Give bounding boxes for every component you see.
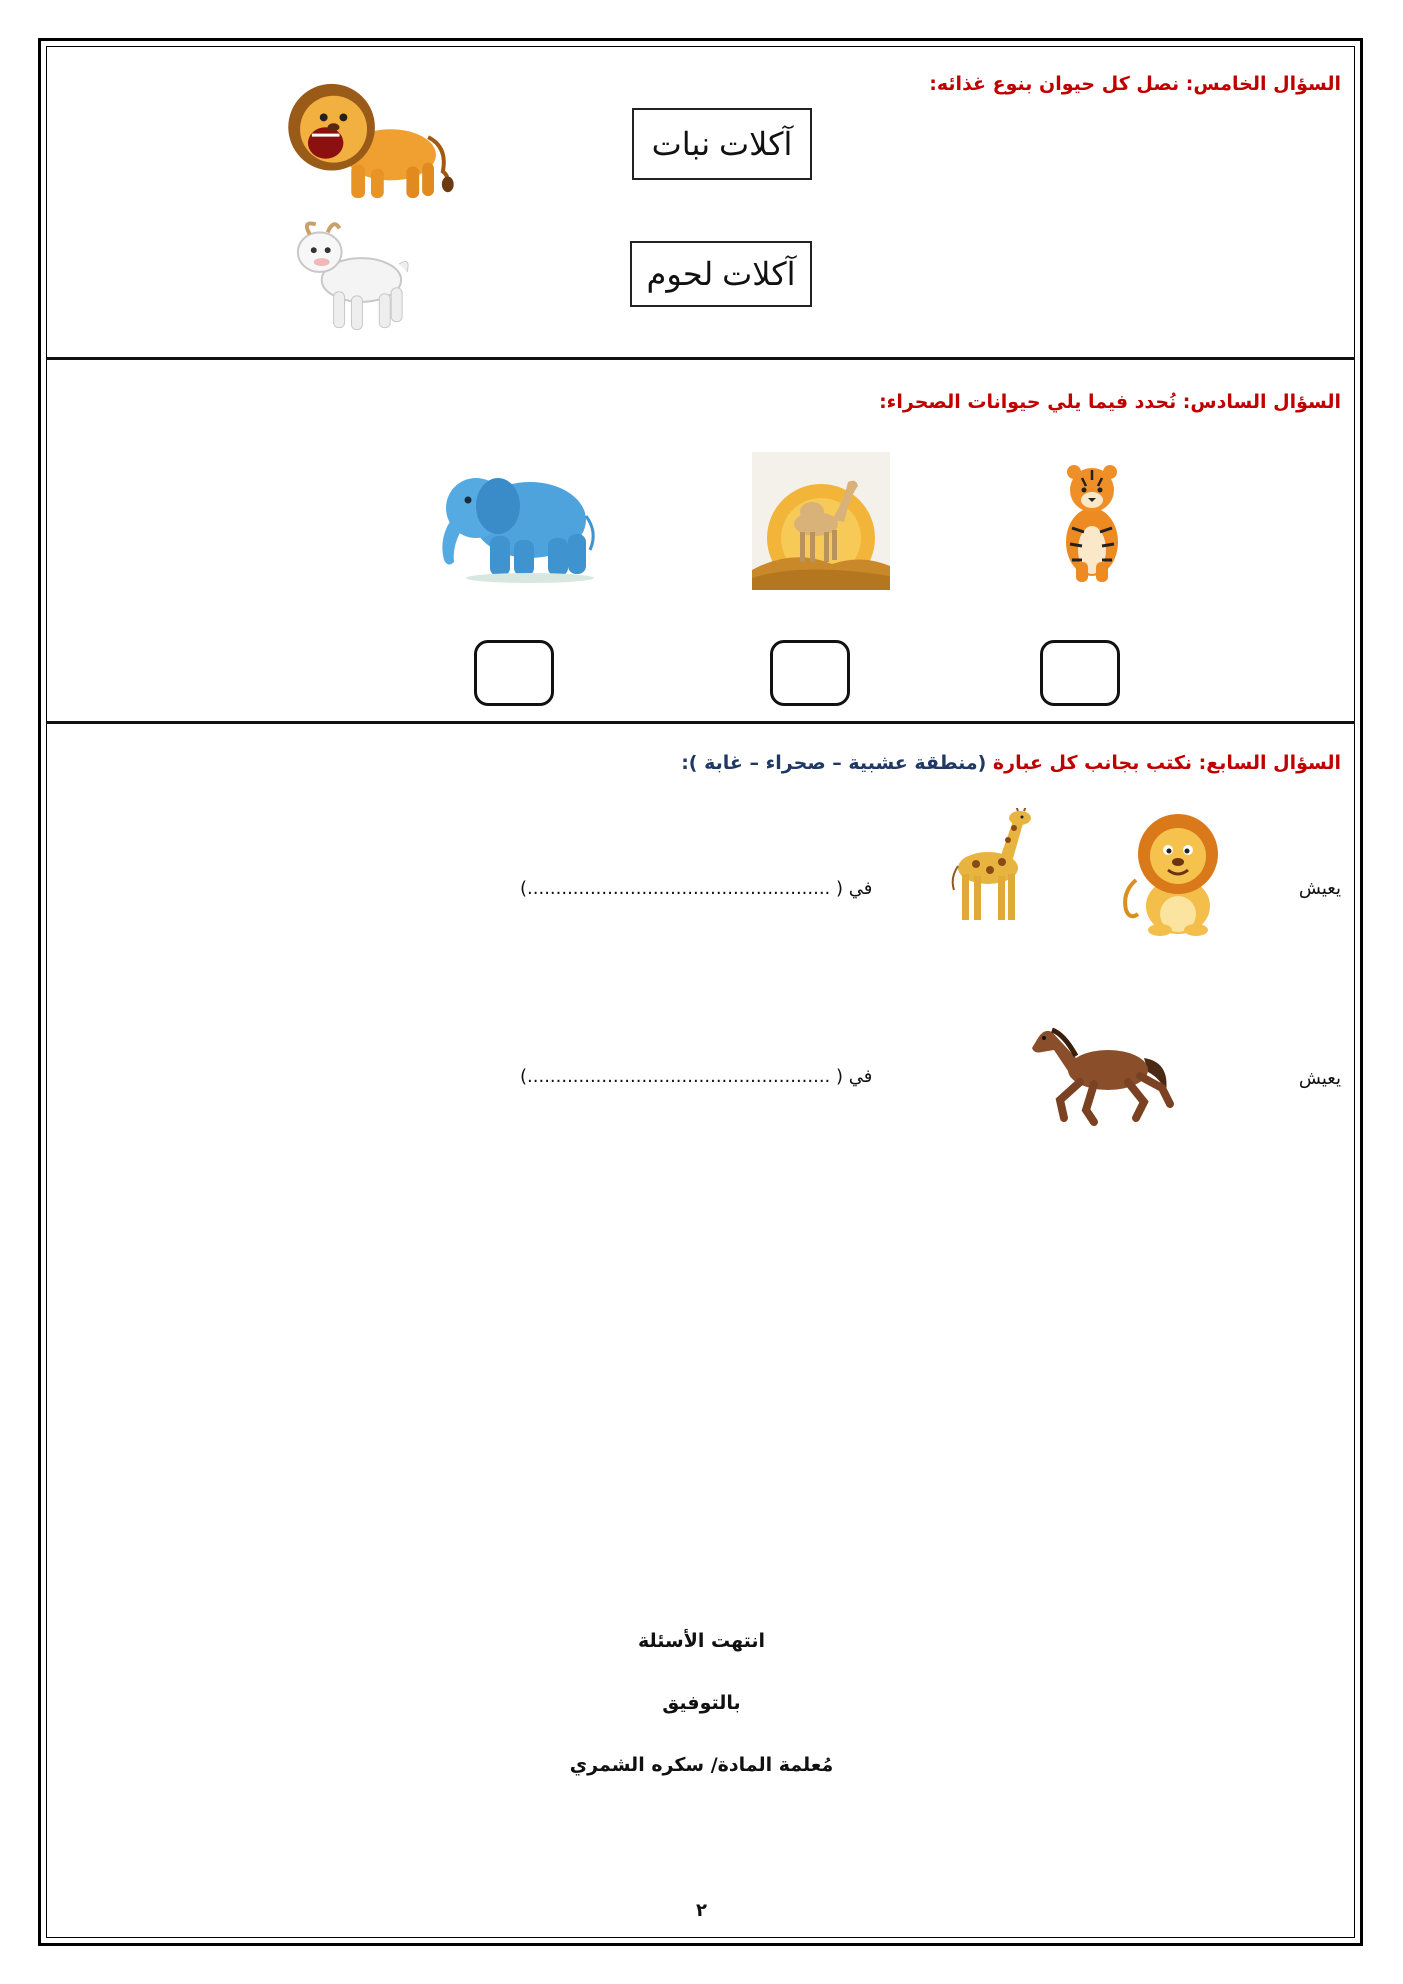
giraffe-image bbox=[944, 808, 1036, 926]
camel-image bbox=[752, 452, 890, 590]
horse-image bbox=[1024, 1018, 1174, 1128]
option-meat-eaters-box[interactable] bbox=[630, 241, 812, 307]
question6-title: السؤال السادس: نُحدد فيما يلي حيوانات الصحراء: bbox=[879, 391, 1341, 413]
lion-roaring-icon bbox=[280, 78, 458, 206]
lion-roaring-image bbox=[280, 78, 458, 206]
lion-cartoon-image bbox=[1118, 810, 1234, 936]
section-divider-1 bbox=[46, 357, 1355, 360]
question7-title bbox=[681, 752, 1341, 774]
giraffe-icon bbox=[944, 808, 1036, 926]
goat-image bbox=[282, 216, 416, 338]
row1-verb: يعيش bbox=[1298, 878, 1341, 899]
question5-title: السؤال الخامس: نصل كل حيوان بنوع غذائه: bbox=[929, 73, 1341, 95]
page-number: ٢ bbox=[696, 1900, 707, 1921]
goat-icon bbox=[282, 216, 416, 338]
elephant-icon bbox=[430, 458, 600, 586]
elephant-image bbox=[430, 458, 600, 586]
tiger-image bbox=[1048, 458, 1136, 586]
horse-icon bbox=[1024, 1018, 1174, 1128]
camel-icon bbox=[752, 452, 890, 590]
option-meat-eaters-label: آكلات لحوم bbox=[646, 256, 796, 292]
row2-answer-blank[interactable]: في ( .....................................................) bbox=[520, 1066, 873, 1087]
lion-cartoon-icon bbox=[1118, 810, 1234, 936]
tiger-icon bbox=[1048, 458, 1136, 586]
question7-title-choices: (منطقة عشبية – صحراء – غابة ): bbox=[681, 752, 987, 774]
elephant-checkbox[interactable] bbox=[474, 640, 554, 706]
question7-title-prefix: السؤال السابع: نكتب بجانب كل عبارة bbox=[986, 752, 1341, 774]
section-divider-2 bbox=[46, 721, 1355, 724]
teacher-signature: مُعلمة المادة/ سكره الشمري bbox=[569, 1754, 834, 1776]
row2-verb: يعيش bbox=[1298, 1068, 1341, 1089]
page-border-inner bbox=[46, 46, 1355, 1938]
good-luck-text: بالتوفيق bbox=[662, 1692, 741, 1714]
tiger-checkbox[interactable] bbox=[1040, 640, 1120, 706]
end-of-questions-text: انتهت الأسئلة bbox=[637, 1630, 766, 1652]
option-plant-eaters-box[interactable] bbox=[632, 108, 812, 180]
option-plant-eaters-label: آكلات نبات bbox=[651, 126, 793, 162]
row1-answer-blank[interactable]: في ( .....................................................) bbox=[520, 878, 873, 899]
camel-checkbox[interactable] bbox=[770, 640, 850, 706]
